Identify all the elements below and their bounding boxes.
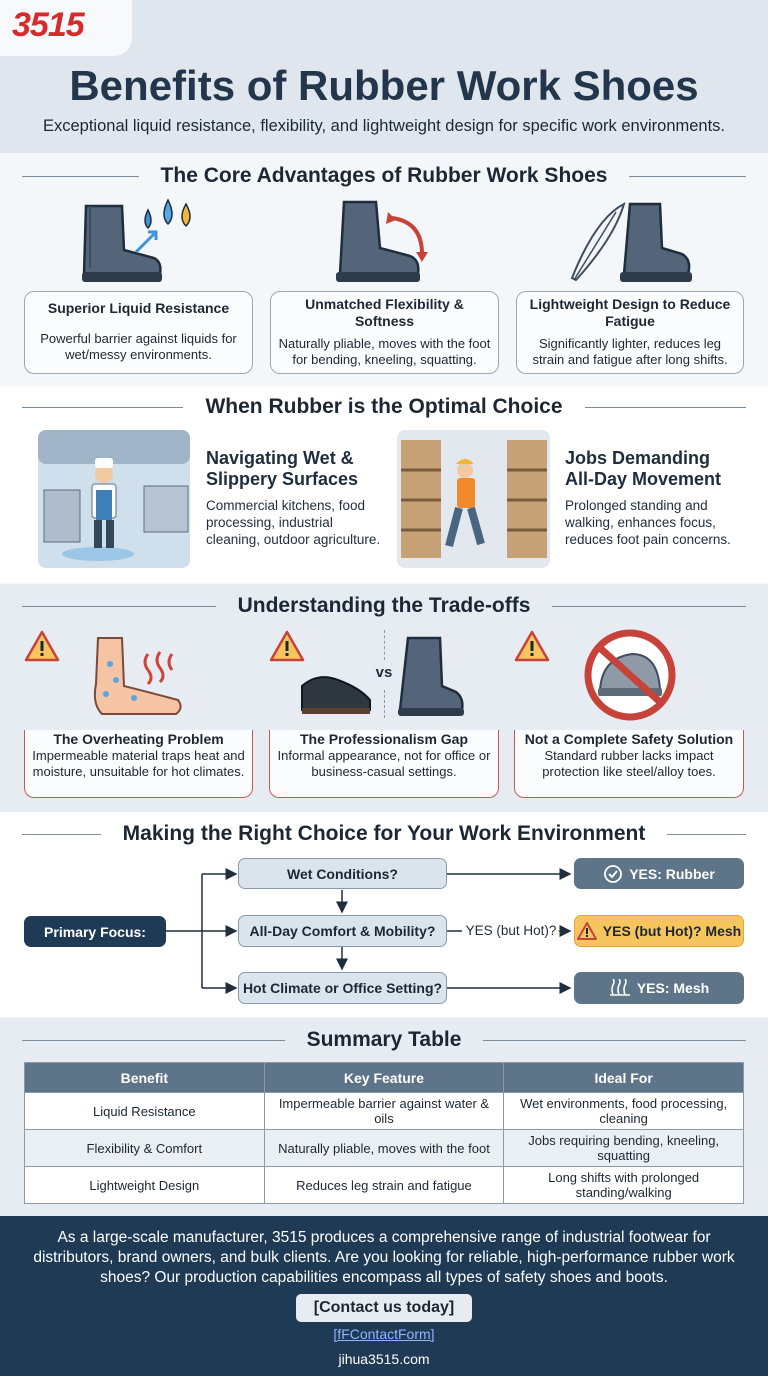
- table-cell: Impermeable barrier against water & oils: [264, 1093, 504, 1130]
- footer-text: As a large-scale manufacturer, 3515 produces a comprehensive range of industrial footwear for distributors, brand owners, and bulk clients. Are you looking for reliable, high-performance rubber work shoes? Our production capabilities encompass all types of safety shoes and boots.: [33, 1229, 735, 1286]
- rubber-boot-icon: [394, 634, 466, 720]
- optimal-title: When Rubber is the Optimal Choice: [205, 395, 563, 418]
- table-header: Key Feature: [264, 1063, 504, 1093]
- no-steel-toe-icon: [582, 628, 678, 722]
- advantages-heading: [0, 163, 768, 189]
- decision-heading: [0, 821, 768, 847]
- question-hot-climate: Hot Climate or Office Setting?: [238, 972, 447, 1004]
- tradeoff-card-title: Not a Complete Safety Solution: [524, 731, 734, 747]
- outcome-mesh: [574, 972, 744, 1004]
- boot-with-flex-arrow-icon: [330, 198, 440, 286]
- sweating-foot-icon: [88, 634, 184, 720]
- tradeoff-card-professionalism: [269, 730, 499, 798]
- page-subtitle: Exceptional liquid resistance, flexibility, and lightweight design for specific work environments.: [42, 117, 726, 135]
- ventilation-icon: [609, 979, 631, 997]
- contact-form-link[interactable]: [fFContactForm]: [333, 1326, 435, 1342]
- check-circle-icon: [603, 864, 623, 884]
- warehouse-worker-illustration: [397, 430, 550, 568]
- summary-heading: [0, 1027, 768, 1053]
- brand-logo[interactable]: 3515: [12, 6, 84, 44]
- boot-with-feather-icon: [566, 198, 696, 286]
- tradeoff-card-title: The Overheating Problem: [53, 731, 224, 747]
- outcome-rubber: [574, 858, 744, 889]
- tradeoff-card-desc: Impermeable material traps heat and moisture, unsuitable for hot climates.: [32, 748, 245, 779]
- tradeoff-card-desc: Informal appearance, not for office or business-casual settings.: [277, 748, 491, 779]
- advantage-card-flexibility: [270, 291, 499, 374]
- advantage-card-title: Lightweight Design to Reduce Fatigue: [529, 296, 731, 329]
- kitchen-worker-illustration: [38, 430, 190, 568]
- optimal-item-title: Jobs Demanding All-Day Movement: [565, 448, 722, 489]
- advantage-card-title: Unmatched Flexibility & Softness: [305, 296, 464, 329]
- table-cell: Flexibility & Comfort: [25, 1130, 265, 1167]
- table-cell: Wet environments, food processing, cleaning: [504, 1093, 744, 1130]
- optimal-heading: [0, 394, 768, 420]
- vs-label: vs: [375, 664, 393, 681]
- outcome-label: YES (but Hot)? Mesh: [602, 923, 742, 939]
- table-cell: Reduces leg strain and fatigue: [264, 1167, 504, 1204]
- table-cell: Long shifts with prolonged standing/walking: [504, 1167, 744, 1204]
- table-header-row: [25, 1063, 744, 1093]
- summary-table-wrap: [24, 1062, 744, 1204]
- advantage-card-desc: Powerful barrier against liquids for wet/messy environments.: [40, 331, 237, 362]
- page-title: Benefits of Rubber Work Shoes: [69, 62, 699, 109]
- table-cell: Liquid Resistance: [25, 1093, 265, 1130]
- table-cell: Lightweight Design: [25, 1167, 265, 1204]
- table-row: [25, 1093, 744, 1130]
- tradeoff-card-overheating: [24, 730, 253, 798]
- tradeoff-card-desc: Standard rubber lacks impact protection like steel/alloy toes.: [542, 748, 716, 779]
- vs-divider: [384, 690, 385, 718]
- summary-table: [24, 1062, 744, 1204]
- table-header: Ideal For: [504, 1063, 744, 1093]
- optimal-item-desc: Prolonged standing and walking, enhances focus, reduces foot pain concerns.: [565, 498, 731, 547]
- warning-icon: [514, 630, 550, 662]
- advantage-card-desc: Naturally pliable, moves with the foot for bending, kneeling, squatting.: [278, 336, 491, 367]
- question-all-day-comfort: All-Day Comfort & Mobility?: [238, 915, 447, 947]
- advantage-card-lightweight: [516, 291, 744, 374]
- summary-title: Summary Table: [306, 1028, 462, 1051]
- warning-icon: [24, 630, 60, 662]
- table-row: [25, 1167, 744, 1204]
- mid-label: YES (but Hot)?: [465, 923, 557, 938]
- tradeoffs-title: Understanding the Trade-offs: [237, 594, 531, 617]
- decision-title: Making the Right Choice for Your Work Environment: [122, 822, 646, 845]
- dress-shoe-icon: [298, 634, 374, 720]
- website-link[interactable]: jihua3515.com: [338, 1351, 430, 1367]
- question-wet-conditions: Wet Conditions?: [238, 858, 447, 889]
- vs-divider: [384, 630, 385, 660]
- table-row: [25, 1130, 744, 1167]
- tradeoff-card-safety: [514, 730, 744, 798]
- warning-icon: [577, 922, 597, 940]
- advantages-title: The Core Advantages of Rubber Work Shoes: [160, 164, 608, 187]
- boot-with-droplets-icon: [78, 198, 202, 286]
- outcome-mesh-hot: [574, 915, 744, 947]
- optimal-item-desc: Commercial kitchens, food processing, industrial cleaning, outdoor agriculture.: [206, 498, 381, 547]
- advantage-card-liquid: [24, 291, 253, 374]
- tradeoffs-heading: [0, 593, 768, 619]
- primary-focus-node: Primary Focus:: [24, 916, 166, 947]
- outcome-label: YES: Mesh: [636, 980, 710, 996]
- advantage-card-title: Superior Liquid Resistance: [47, 300, 230, 316]
- outcome-label: YES: Rubber: [629, 865, 715, 882]
- table-header: Benefit: [25, 1063, 265, 1093]
- table-cell: Naturally pliable, moves with the foot: [264, 1130, 504, 1167]
- optimal-item-title: Navigating Wet & Slippery Surfaces: [206, 448, 359, 489]
- tradeoff-card-title: The Professionalism Gap: [299, 731, 469, 747]
- table-cell: Jobs requiring bending, kneeling, squatting: [504, 1130, 744, 1167]
- advantage-card-desc: Significantly lighter, reduces leg strain and fatigue after long shifts.: [532, 336, 728, 367]
- contact-button[interactable]: [Contact us today]: [296, 1294, 472, 1322]
